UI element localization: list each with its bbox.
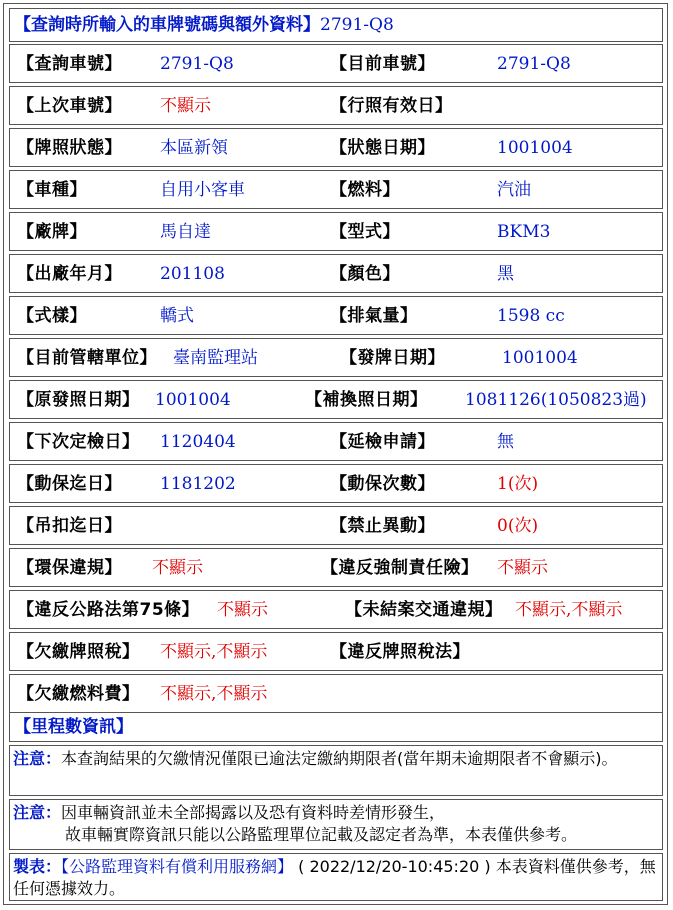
field-value: 1001004 (155, 390, 231, 410)
mileage-row (9, 712, 663, 742)
field-value: 自用小客車 (160, 180, 245, 200)
info-row (9, 254, 663, 293)
info-row (9, 212, 663, 251)
footer-service-link[interactable]: 【公路監理資料有償利用服務網】 (61, 857, 294, 876)
info-row (9, 548, 663, 587)
result-table (3, 3, 668, 905)
footer-timestamp: ( 2022/12/20-10:45:20 ) (298, 857, 491, 876)
footer-row (9, 853, 663, 901)
field-label: 【狀態日期】 (330, 138, 435, 158)
note-row-1 (9, 745, 663, 796)
field-label: 【下次定檢日】 (17, 432, 140, 452)
field-value: 1120404 (160, 432, 236, 452)
info-row (9, 464, 663, 503)
query-header-row (9, 8, 663, 42)
info-row (9, 506, 663, 545)
field-value: 馬自達 (160, 222, 211, 242)
field-value: 本區新領 (160, 138, 228, 158)
info-row (9, 128, 663, 167)
field-label: 【查詢車號】 (17, 54, 122, 74)
field-value: 臺南監理站 (173, 348, 258, 368)
field-label: 【欠繳燃料費】 (17, 684, 140, 704)
footer-label: 製表： (13, 857, 62, 876)
field-value: 1(次) (497, 474, 539, 494)
field-value: BKM3 (497, 222, 551, 242)
field-label: 【違反強制責任險】 (321, 558, 479, 578)
info-row (9, 674, 663, 713)
field-label: 【補換照日期】 (305, 390, 428, 410)
field-value: 黑 (497, 264, 514, 284)
field-label: 【上次車號】 (17, 96, 122, 116)
field-value: 0(次) (497, 516, 539, 536)
field-value: 1001004 (502, 348, 578, 368)
field-label: 【原發照日期】 (17, 390, 140, 410)
field-value: 轎式 (160, 306, 194, 326)
field-value: 1181202 (160, 474, 236, 494)
field-value: 201108 (160, 264, 225, 284)
field-label: 【廠牌】 (17, 222, 87, 242)
field-value: 2791-Q8 (497, 54, 571, 74)
note-2-label: 注意： (13, 803, 62, 822)
field-label: 【違反牌照稅法】 (330, 642, 470, 662)
field-label: 【行照有效日】 (330, 96, 453, 116)
query-header (14, 15, 394, 35)
note-row-2 (9, 799, 663, 850)
info-row (9, 422, 663, 461)
field-label: 【燃料】 (330, 180, 400, 200)
note-2-line2: 故車輛實際資訊只能以公路監理單位記載及認定者為準，本表僅供參考。 (65, 825, 578, 844)
field-value: 1081126(1050823過) (465, 390, 647, 410)
footer (13, 856, 658, 900)
note-2 (13, 802, 658, 846)
info-row (9, 590, 663, 629)
info-row (9, 296, 663, 335)
info-row (9, 170, 663, 209)
note-1-text: 本查詢結果的欠繳情況僅限已逾法定繳納期限者(當年期未逾期限者不會顯示)。 (61, 749, 618, 768)
field-label: 【出廠年月】 (17, 264, 122, 284)
note-2-line1: 因車輛資訊並未全部揭露以及恐有資料時差情形發生， (61, 803, 446, 822)
info-row (9, 338, 663, 377)
field-label: 【牌照狀態】 (17, 138, 122, 158)
field-value: 1598 cc (497, 306, 565, 326)
field-label: 【吊扣迄日】 (17, 516, 122, 536)
field-label: 【動保次數】 (330, 474, 435, 494)
field-label: 【式樣】 (17, 306, 87, 326)
info-row (9, 632, 663, 671)
query-header-plate: 2791-Q8 (320, 15, 394, 35)
field-label: 【排氣量】 (330, 306, 418, 326)
info-row (9, 86, 663, 125)
field-label: 【顏色】 (330, 264, 400, 284)
field-label: 【違反公路法第75條】 (17, 600, 200, 620)
note-1 (13, 748, 658, 770)
field-value: 不顯示,不顯示 (160, 684, 268, 704)
field-value: 汽油 (497, 180, 531, 200)
query-header-title: 【查詢時所輸入的車牌號碼與額外資料】 (14, 15, 320, 35)
field-label: 【型式】 (330, 222, 400, 242)
field-value: 無 (497, 432, 514, 452)
field-label: 【車種】 (17, 180, 87, 200)
info-row (9, 380, 663, 419)
field-value: 不顯示,不顯示 (515, 600, 623, 620)
field-value: 1001004 (497, 138, 573, 158)
info-row (9, 44, 663, 83)
field-label: 【環保違規】 (17, 558, 122, 578)
field-label: 【延檢申請】 (330, 432, 435, 452)
note-1-label: 注意： (13, 749, 62, 768)
field-label: 【目前管轄單位】 (17, 348, 157, 368)
field-label: 【禁止異動】 (330, 516, 435, 536)
field-label: 【欠繳牌照稅】 (17, 642, 140, 662)
footer-disclaimer: 本表資料僅供參考，無任何憑據效力。 (13, 857, 656, 898)
field-value: 不顯示 (497, 558, 548, 578)
field-value: 不顯示 (217, 600, 268, 620)
field-value: 不顯示 (152, 558, 203, 578)
field-label: 【發牌日期】 (340, 348, 445, 368)
mileage-title: 【里程數資訊】 (14, 717, 133, 737)
field-label: 【動保迄日】 (17, 474, 122, 494)
field-value: 2791-Q8 (160, 54, 234, 74)
field-value: 不顯示 (160, 96, 211, 116)
field-value: 不顯示,不顯示 (160, 642, 268, 662)
field-label: 【目前車號】 (330, 54, 435, 74)
field-label: 【未結案交通違規】 (345, 600, 503, 620)
